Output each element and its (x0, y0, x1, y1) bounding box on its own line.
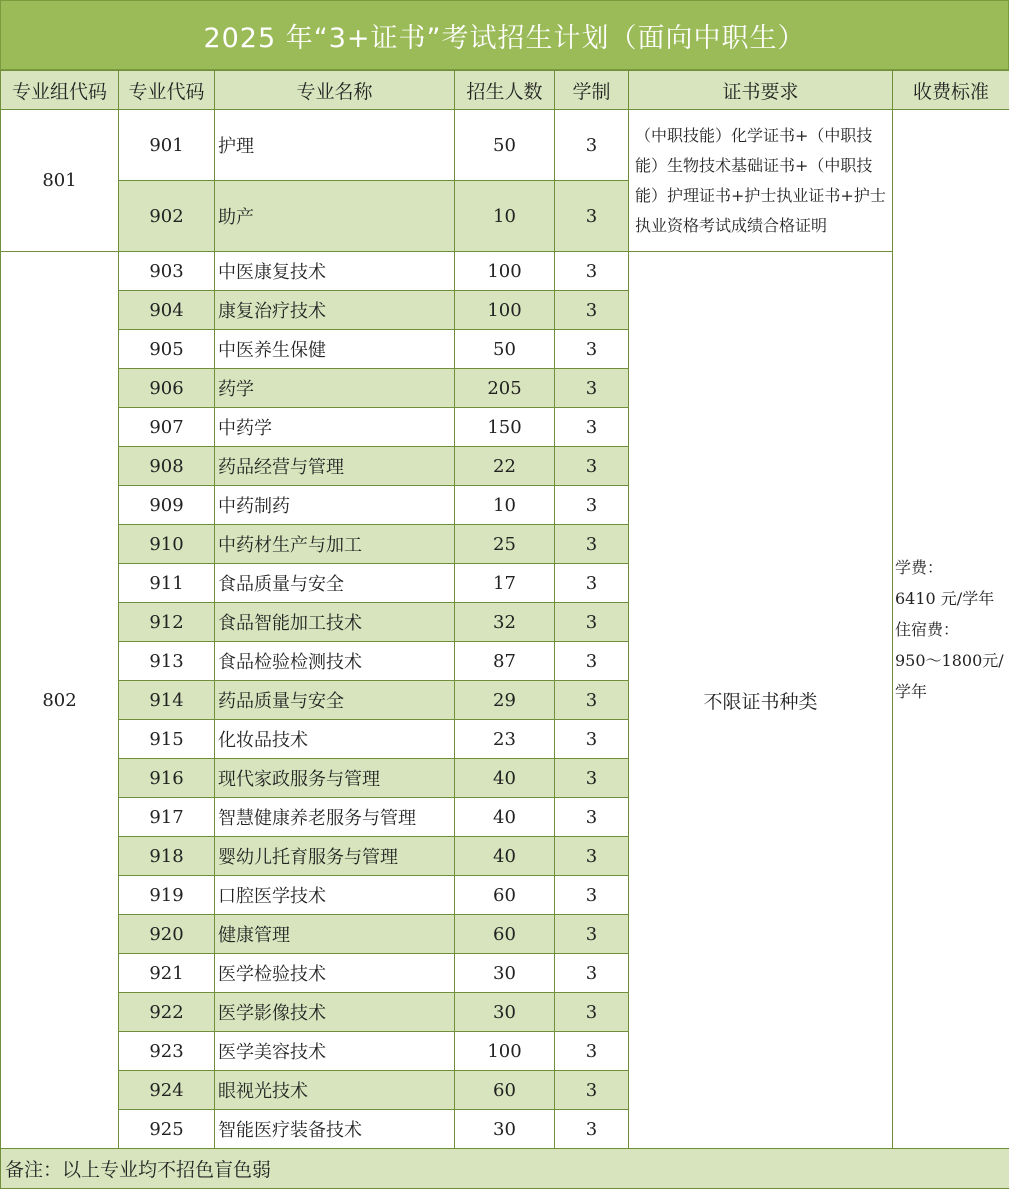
major-code-cell: 915 (119, 720, 215, 759)
admission-table (0, 70, 1009, 1189)
major-code-cell: 925 (119, 1110, 215, 1149)
duration-cell: 3 (555, 720, 629, 759)
page-title: 2025 年“3+证书”考试招生计划（面向中职生） (0, 0, 1009, 70)
enrollment-cell: 50 (455, 330, 555, 369)
enrollment-cell: 32 (455, 603, 555, 642)
major-code-cell: 924 (119, 1071, 215, 1110)
major-code-cell: 907 (119, 408, 215, 447)
major-code-cell: 901 (119, 110, 215, 181)
duration-cell: 3 (555, 798, 629, 837)
major-code-cell: 912 (119, 603, 215, 642)
header-enrollment: 招生人数 (455, 71, 555, 110)
enrollment-cell: 60 (455, 915, 555, 954)
major-name-cell: 药品经营与管理 (215, 447, 455, 486)
major-name-cell: 健康管理 (215, 915, 455, 954)
enrollment-cell: 40 (455, 759, 555, 798)
major-name-cell: 眼视光技术 (215, 1071, 455, 1110)
note-text: 备注：以上专业均不招色盲色弱 (1, 1149, 1009, 1189)
major-name-cell: 智慧健康养老服务与管理 (215, 798, 455, 837)
header-certificate: 证书要求 (629, 71, 893, 110)
enrollment-cell: 100 (455, 291, 555, 330)
enrollment-cell: 60 (455, 1071, 555, 1110)
major-name-cell: 现代家政服务与管理 (215, 759, 455, 798)
duration-cell: 3 (555, 954, 629, 993)
fee-cell (893, 110, 1009, 1149)
fee-line: 学年 (895, 676, 1007, 707)
major-name-cell: 中药制药 (215, 486, 455, 525)
enrollment-cell: 50 (455, 110, 555, 181)
enrollment-cell: 60 (455, 876, 555, 915)
duration-cell: 3 (555, 486, 629, 525)
enrollment-cell: 40 (455, 837, 555, 876)
major-code-cell: 920 (119, 915, 215, 954)
duration-cell: 3 (555, 252, 629, 291)
major-name-cell: 口腔医学技术 (215, 876, 455, 915)
duration-cell: 3 (555, 330, 629, 369)
major-name-cell: 化妆品技术 (215, 720, 455, 759)
header-major-name: 专业名称 (215, 71, 455, 110)
duration-cell: 3 (555, 993, 629, 1032)
major-code-cell: 911 (119, 564, 215, 603)
fee-line: 950～1800元/ (895, 645, 1007, 676)
major-code-cell: 904 (119, 291, 215, 330)
duration-cell: 3 (555, 369, 629, 408)
major-name-cell: 中药学 (215, 408, 455, 447)
duration-cell: 3 (555, 837, 629, 876)
duration-cell: 3 (555, 447, 629, 486)
major-name-cell: 药品质量与安全 (215, 681, 455, 720)
enrollment-cell: 10 (455, 486, 555, 525)
duration-cell: 3 (555, 1032, 629, 1071)
enrollment-cell: 205 (455, 369, 555, 408)
major-name-cell: 食品检验检测技术 (215, 642, 455, 681)
enrollment-cell: 30 (455, 954, 555, 993)
major-code-cell: 914 (119, 681, 215, 720)
major-code-cell: 908 (119, 447, 215, 486)
fee-line: 学费： (895, 552, 1007, 583)
major-name-cell: 医学美容技术 (215, 1032, 455, 1071)
header-major-code: 专业代码 (119, 71, 215, 110)
duration-cell: 3 (555, 181, 629, 252)
certificate-cell: （中职技能）化学证书+（中职技能）生物技术基础证书+（中职技能）护理证书+护士执业证书+护士执业资格考试成绩合格证明 (629, 110, 893, 252)
major-code-cell: 921 (119, 954, 215, 993)
enrollment-cell: 17 (455, 564, 555, 603)
duration-cell: 3 (555, 1110, 629, 1149)
enrollment-cell: 23 (455, 720, 555, 759)
enrollment-cell: 30 (455, 1110, 555, 1149)
header-group-code: 专业组代码 (1, 71, 119, 110)
duration-cell: 3 (555, 291, 629, 330)
major-name-cell: 助产 (215, 181, 455, 252)
major-code-cell: 919 (119, 876, 215, 915)
certificate-cell: 不限证书种类 (629, 252, 893, 1149)
header-fee: 收费标准 (893, 71, 1009, 110)
major-name-cell: 中医康复技术 (215, 252, 455, 291)
major-code-cell: 913 (119, 642, 215, 681)
fee-line: 住宿费： (895, 614, 1007, 645)
duration-cell: 3 (555, 642, 629, 681)
duration-cell: 3 (555, 110, 629, 181)
table-body (1, 110, 1009, 1189)
duration-cell: 3 (555, 681, 629, 720)
major-name-cell: 智能医疗装备技术 (215, 1110, 455, 1149)
major-code-cell: 902 (119, 181, 215, 252)
duration-cell: 3 (555, 525, 629, 564)
group-code-cell: 802 (1, 252, 119, 1149)
enrollment-cell: 25 (455, 525, 555, 564)
major-code-cell: 922 (119, 993, 215, 1032)
enrollment-cell: 87 (455, 642, 555, 681)
major-name-cell: 药学 (215, 369, 455, 408)
duration-cell: 3 (555, 564, 629, 603)
major-code-cell: 906 (119, 369, 215, 408)
major-name-cell: 食品质量与安全 (215, 564, 455, 603)
major-code-cell: 905 (119, 330, 215, 369)
enrollment-cell: 100 (455, 1032, 555, 1071)
duration-cell: 3 (555, 603, 629, 642)
duration-cell: 3 (555, 1071, 629, 1110)
header-row (1, 71, 1009, 110)
enrollment-cell: 10 (455, 181, 555, 252)
table-row (1, 110, 1009, 181)
duration-cell: 3 (555, 915, 629, 954)
enrollment-cell: 22 (455, 447, 555, 486)
table-row (1, 252, 1009, 291)
major-name-cell: 婴幼儿托育服务与管理 (215, 837, 455, 876)
major-name-cell: 中药材生产与加工 (215, 525, 455, 564)
major-code-cell: 903 (119, 252, 215, 291)
enrollment-cell: 29 (455, 681, 555, 720)
enrollment-cell: 30 (455, 993, 555, 1032)
major-code-cell: 909 (119, 486, 215, 525)
major-name-cell: 中医养生保健 (215, 330, 455, 369)
major-code-cell: 916 (119, 759, 215, 798)
note-row (1, 1149, 1009, 1189)
enrollment-cell: 100 (455, 252, 555, 291)
fee-line: 6410 元/学年 (895, 583, 1007, 614)
major-name-cell: 医学检验技术 (215, 954, 455, 993)
enrollment-cell: 40 (455, 798, 555, 837)
group-code-cell: 801 (1, 110, 119, 252)
header-duration: 学制 (555, 71, 629, 110)
enrollment-cell: 150 (455, 408, 555, 447)
duration-cell: 3 (555, 876, 629, 915)
major-name-cell: 康复治疗技术 (215, 291, 455, 330)
major-code-cell: 910 (119, 525, 215, 564)
duration-cell: 3 (555, 759, 629, 798)
duration-cell: 3 (555, 408, 629, 447)
major-name-cell: 护理 (215, 110, 455, 181)
major-code-cell: 923 (119, 1032, 215, 1071)
major-code-cell: 918 (119, 837, 215, 876)
major-name-cell: 食品智能加工技术 (215, 603, 455, 642)
major-name-cell: 医学影像技术 (215, 993, 455, 1032)
major-code-cell: 917 (119, 798, 215, 837)
